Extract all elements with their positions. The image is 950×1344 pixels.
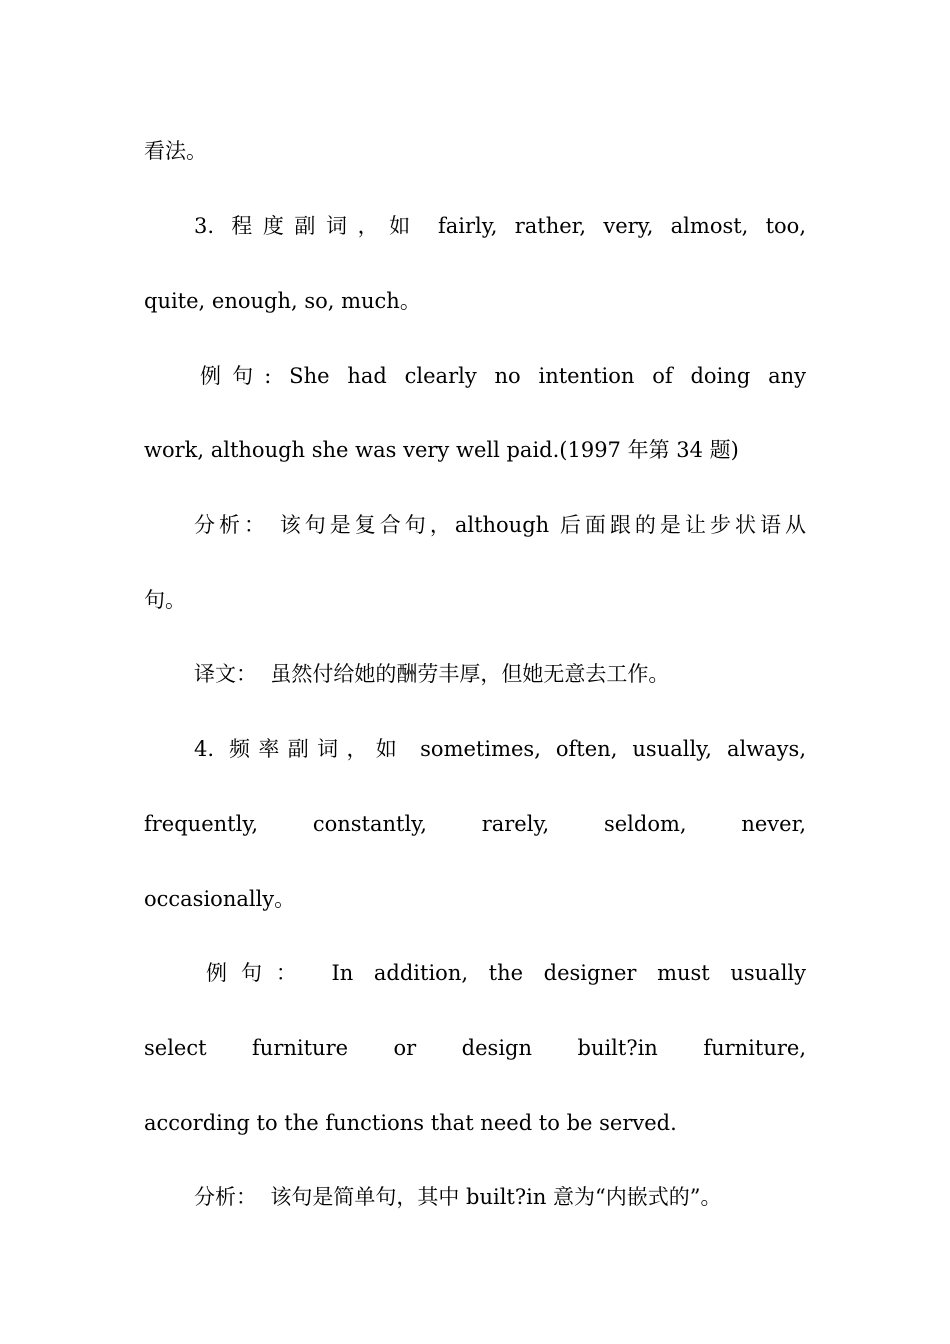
analysis-text: 分析： 该句是简单句，其中 built?in 意为“内嵌式的”。 xyxy=(194,1185,722,1209)
text-line: frequently, constantly, rarely, seldom, never, xyxy=(144,812,806,836)
section-4-heading: 4. 频率副词，如 sometimes, often, usually, always, xyxy=(194,737,806,761)
text-line: occasionally。 xyxy=(144,887,296,911)
text-line: according to the functions that need to be served. xyxy=(144,1111,677,1135)
text-line: quite, enough, so, much。 xyxy=(144,289,421,313)
section-3-heading: 3. 程度副词，如 fairly, rather, very, almost, too, xyxy=(194,214,806,238)
example-sentence: 例句： In addition, the designer must usually xyxy=(206,961,806,985)
text-line: work, although she was very well paid.(1997 年第 34 题) xyxy=(144,438,739,462)
text-line: select furniture or design built?in furniture, xyxy=(144,1036,806,1060)
text-line: 看法。 xyxy=(144,139,207,163)
translation-text: 译文： 虽然付给她的酬劳丰厚，但她无意去工作。 xyxy=(194,662,670,686)
example-sentence: 例句: She had clearly no intention of doing any xyxy=(200,364,806,388)
text-line: 句。 xyxy=(144,588,186,612)
analysis-text: 分析： 该句是复合句，although 后面跟的是让步状语从 xyxy=(194,513,806,537)
